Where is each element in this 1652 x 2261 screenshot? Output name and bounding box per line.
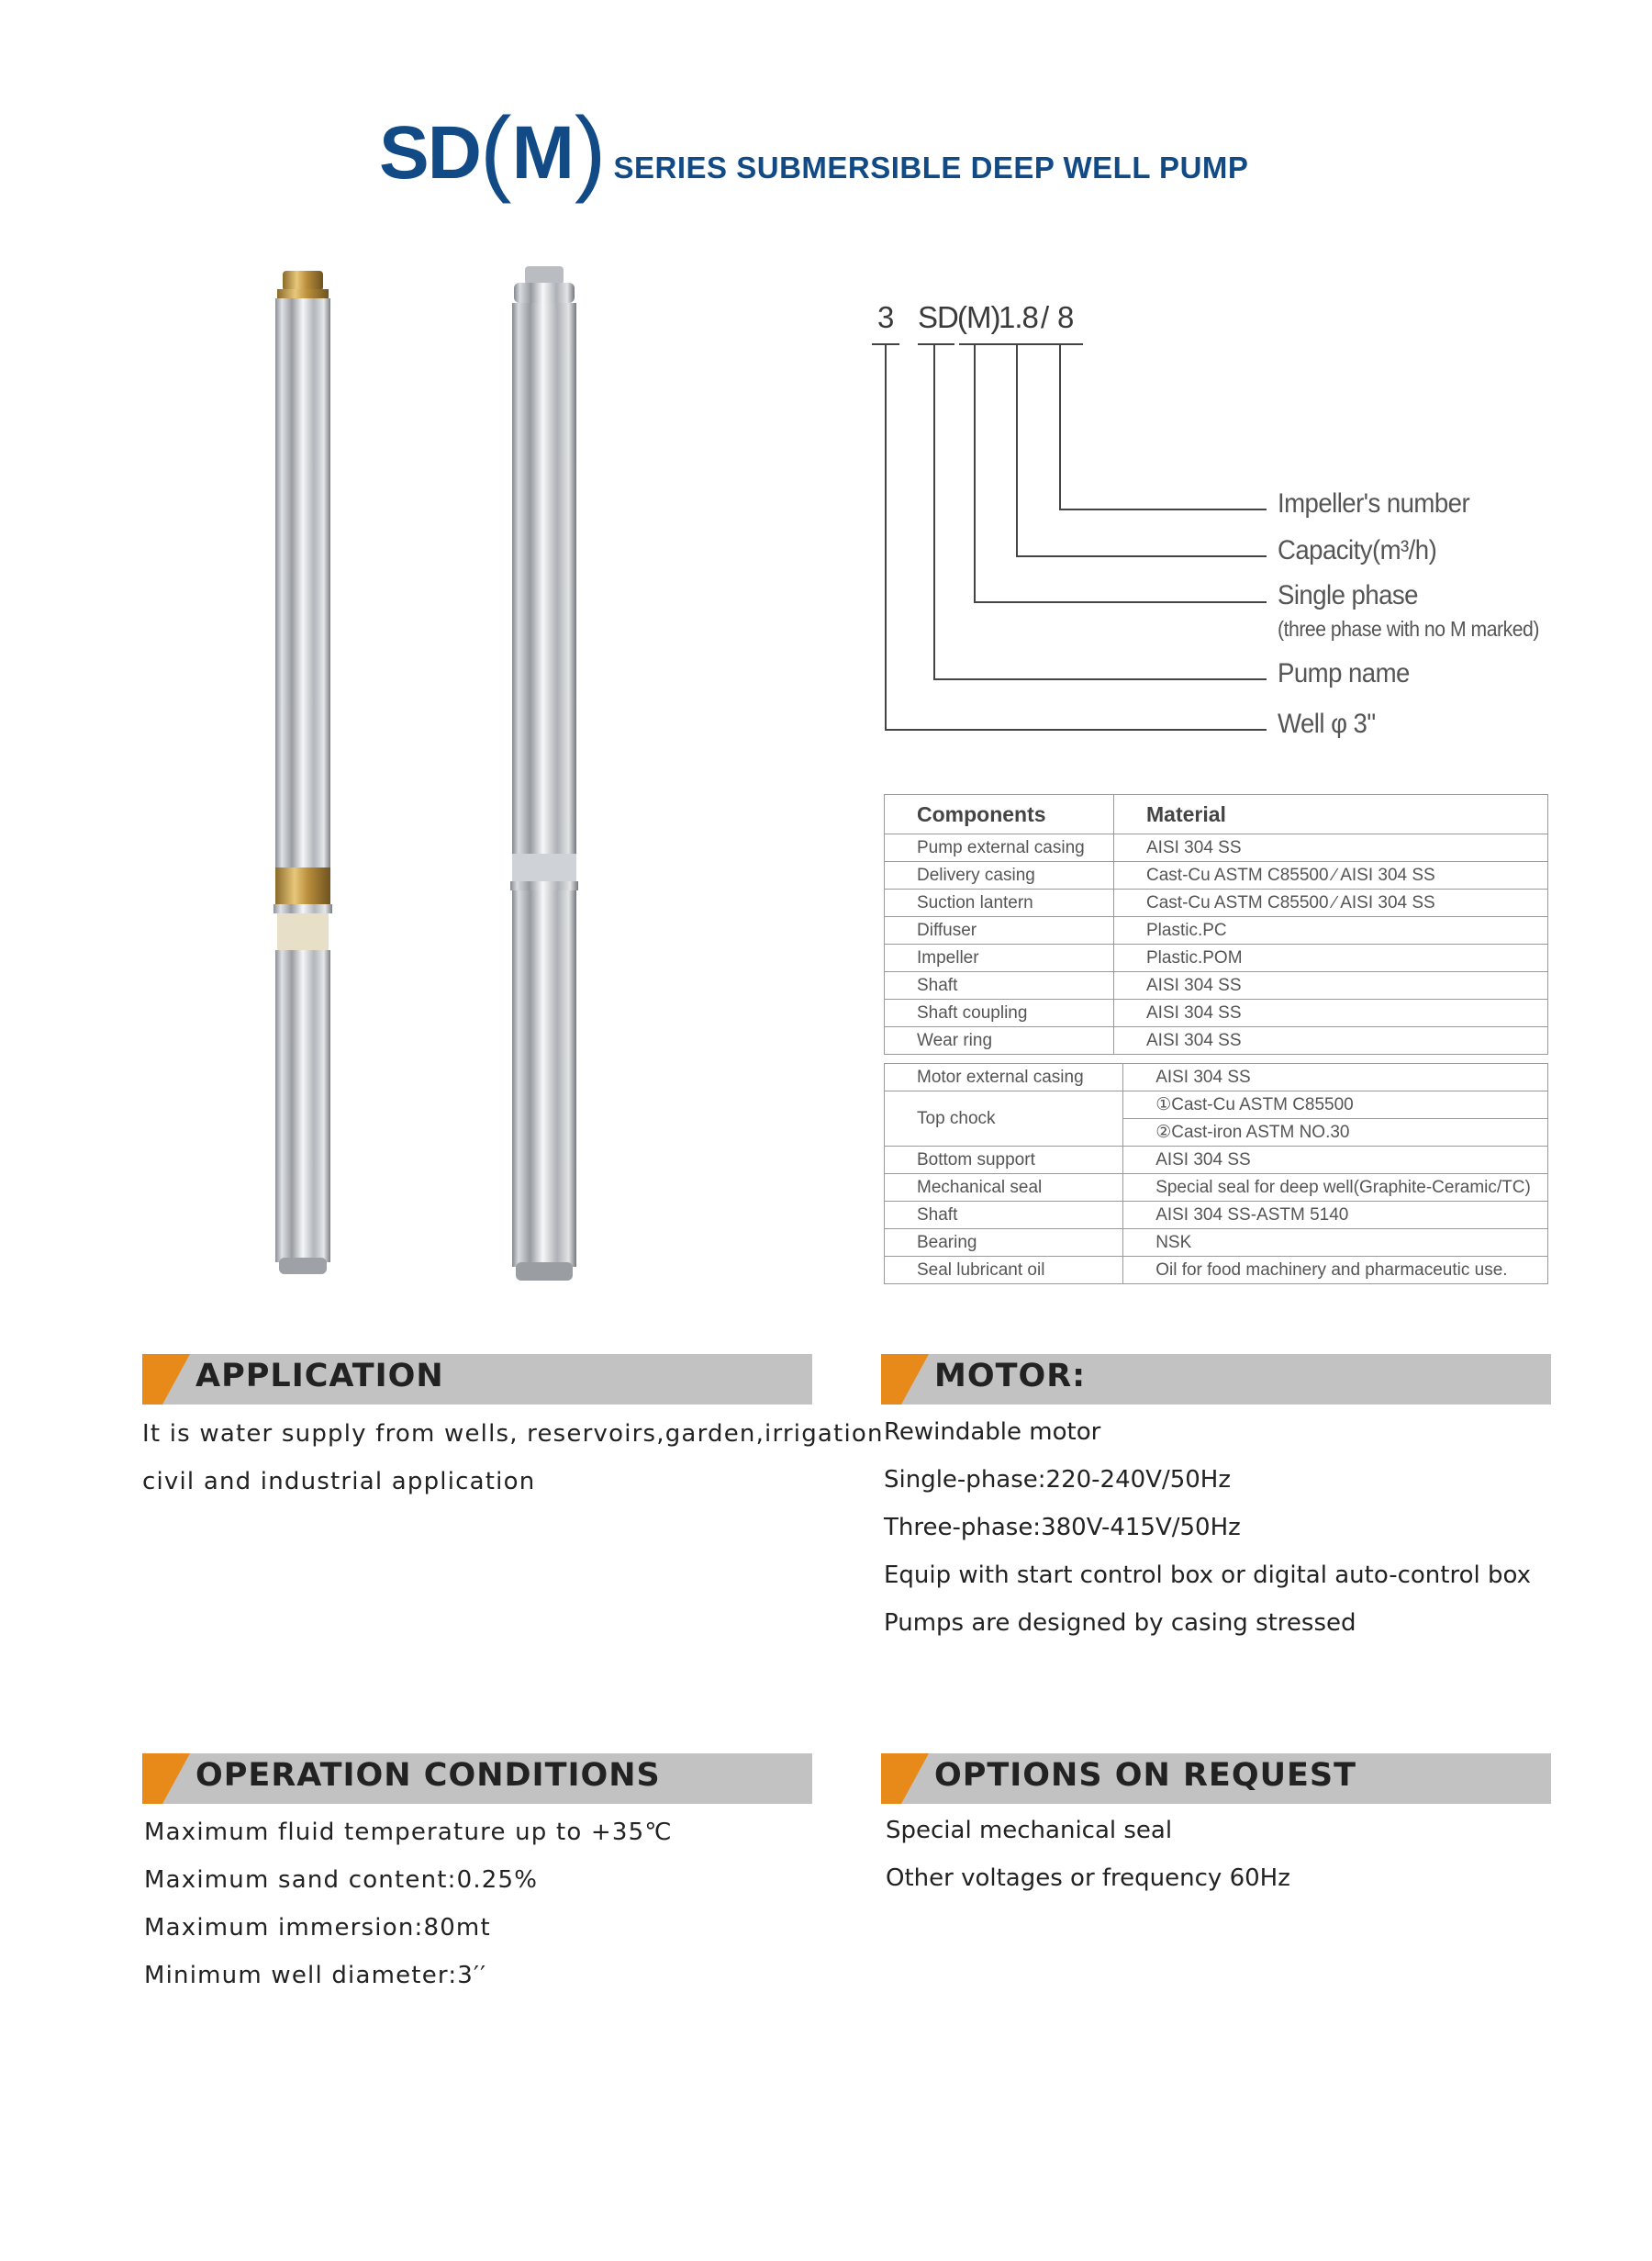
accent-flag-icon: [142, 1753, 197, 1804]
operation-line: Maximum fluid temperature up to +35℃: [144, 1819, 673, 1846]
table-row: [885, 1147, 1548, 1174]
table-row: [885, 890, 1548, 917]
component-cell: Seal lubricant oil: [885, 1257, 1123, 1284]
code-part-phase: (M): [957, 300, 1000, 334]
options-line: Special mechanical seal: [886, 1817, 1173, 1844]
section-body-options: [886, 1807, 1290, 1902]
model-code-leader-lines: [863, 294, 1597, 753]
table-header-row: [885, 795, 1548, 834]
material-cell: Special seal for deep well(Graphite-Ceramic/TC): [1123, 1174, 1548, 1202]
table-row: [885, 1229, 1548, 1257]
table-row: [885, 1202, 1548, 1229]
material-cell: Cast-Cu ASTM C85500 ∕ AISI 304 SS: [1114, 890, 1548, 917]
header-material: Material: [1114, 795, 1548, 834]
title-paren-close: ): [574, 98, 607, 205]
section-body-motor: [884, 1408, 1531, 1647]
code-label-capacity: Capacity(m³/h): [1278, 535, 1437, 565]
material-cell: NSK: [1123, 1229, 1548, 1257]
motor-line: Equip with start control box or digital auto-control box: [884, 1561, 1531, 1589]
material-cell: AISI 304 SS: [1123, 1064, 1548, 1091]
section-title-motor: MOTOR:: [934, 1358, 1087, 1394]
page-title: [379, 92, 1249, 205]
section-header-application: [142, 1354, 812, 1405]
material-cell: Cast-Cu ASTM C85500 ∕ AISI 304 SS: [1114, 862, 1548, 890]
material-cell: Oil for food machinery and pharmaceutic use.: [1123, 1257, 1548, 1284]
component-cell: Impeller: [885, 945, 1114, 972]
section-title-operation: OPERATION CONDITIONS: [195, 1757, 661, 1794]
material-cell: AISI 304 SS: [1123, 1147, 1548, 1174]
table-row: [885, 1027, 1548, 1055]
pump-image-brass-head: [266, 271, 340, 1281]
title-paren-open: (: [479, 98, 512, 205]
pump-image-steel-head: [503, 266, 586, 1285]
options-line: Other voltages or frequency 60Hz: [886, 1864, 1290, 1892]
material-cell: Plastic.PC: [1114, 917, 1548, 945]
component-cell: Pump external casing: [885, 834, 1114, 862]
table-row: [885, 917, 1548, 945]
materials-table-motor: [884, 1063, 1548, 1284]
material-cell: ①Cast-Cu ASTM C85500: [1123, 1091, 1548, 1119]
materials-table-pump: [884, 794, 1548, 1055]
title-series-code: SD: [379, 111, 480, 195]
code-part-impeller: 8: [1057, 300, 1074, 334]
section-title-options: OPTIONS ON REQUEST: [934, 1757, 1356, 1794]
component-cell: Top chock: [885, 1091, 1123, 1147]
title-subtitle: SERIES SUBMERSIBLE DEEP WELL PUMP: [613, 151, 1249, 185]
operation-line: Maximum sand content:0.25%: [144, 1866, 539, 1894]
section-header-motor: [881, 1354, 1551, 1405]
material-cell: ②Cast-iron ASTM NO.30: [1123, 1119, 1548, 1147]
table-row: [885, 862, 1548, 890]
table-row: [885, 945, 1548, 972]
section-header-operation: [142, 1753, 812, 1804]
component-cell: Delivery casing: [885, 862, 1114, 890]
table-row: [885, 1000, 1548, 1027]
application-line: It is water supply from wells, reservoirs,garden,irrigation: [142, 1420, 884, 1448]
title-model-letter: M: [511, 111, 575, 195]
component-cell: Wear ring: [885, 1027, 1114, 1055]
accent-flag-icon: [142, 1354, 197, 1405]
code-label-phase-note: (three phase with no M marked): [1278, 617, 1539, 641]
code-label-name: Pump name: [1278, 658, 1410, 688]
motor-line: Three-phase:380V-415V/50Hz: [884, 1514, 1241, 1541]
table-row: [885, 1091, 1548, 1119]
application-line: civil and industrial application: [142, 1468, 536, 1495]
material-cell: AISI 304 SS: [1114, 1000, 1548, 1027]
component-cell: Bottom support: [885, 1147, 1123, 1174]
table-row: [885, 1257, 1548, 1284]
code-label-phase: Single phase: [1278, 580, 1418, 610]
model-code-diagram: [863, 294, 1597, 753]
component-cell: Shaft coupling: [885, 1000, 1114, 1027]
accent-flag-icon: [881, 1354, 936, 1405]
component-cell: Motor external casing: [885, 1064, 1123, 1091]
code-part-capacity: 1.8: [999, 300, 1038, 334]
code-label-impeller: Impeller's number: [1278, 488, 1470, 519]
material-cell: AISI 304 SS: [1114, 834, 1548, 862]
section-body-operation: [144, 1808, 673, 1999]
code-part-well: 3: [877, 300, 894, 334]
code-part-name: SD: [918, 300, 958, 334]
component-cell: Shaft: [885, 972, 1114, 1000]
motor-line: Pumps are designed by casing stressed: [884, 1609, 1356, 1637]
motor-line: Rewindable motor: [884, 1418, 1101, 1446]
material-cell: AISI 304 SS-ASTM 5140: [1123, 1202, 1548, 1229]
table-row: [885, 1064, 1548, 1091]
table-row: [885, 1174, 1548, 1202]
section-title-application: APPLICATION: [195, 1358, 444, 1394]
component-cell: Shaft: [885, 1202, 1123, 1229]
section-header-options: [881, 1753, 1551, 1804]
component-cell: Diffuser: [885, 917, 1114, 945]
code-part-slash: /: [1041, 300, 1049, 334]
code-label-well: Well φ 3": [1278, 709, 1376, 739]
operation-line: Maximum immersion:80mt: [144, 1914, 491, 1942]
table-row: [885, 972, 1548, 1000]
material-cell: AISI 304 SS: [1114, 1027, 1548, 1055]
material-cell: AISI 304 SS: [1114, 972, 1548, 1000]
motor-line: Single-phase:220-240V/50Hz: [884, 1466, 1231, 1494]
operation-line: Minimum well diameter:3′′: [144, 1962, 487, 1989]
header-components: Components: [885, 795, 1114, 834]
material-cell: Plastic.POM: [1114, 945, 1548, 972]
section-body-application: [142, 1410, 884, 1505]
component-cell: Suction lantern: [885, 890, 1114, 917]
accent-flag-icon: [881, 1753, 936, 1804]
component-cell: Bearing: [885, 1229, 1123, 1257]
table-row: [885, 834, 1548, 862]
component-cell: Mechanical seal: [885, 1174, 1123, 1202]
